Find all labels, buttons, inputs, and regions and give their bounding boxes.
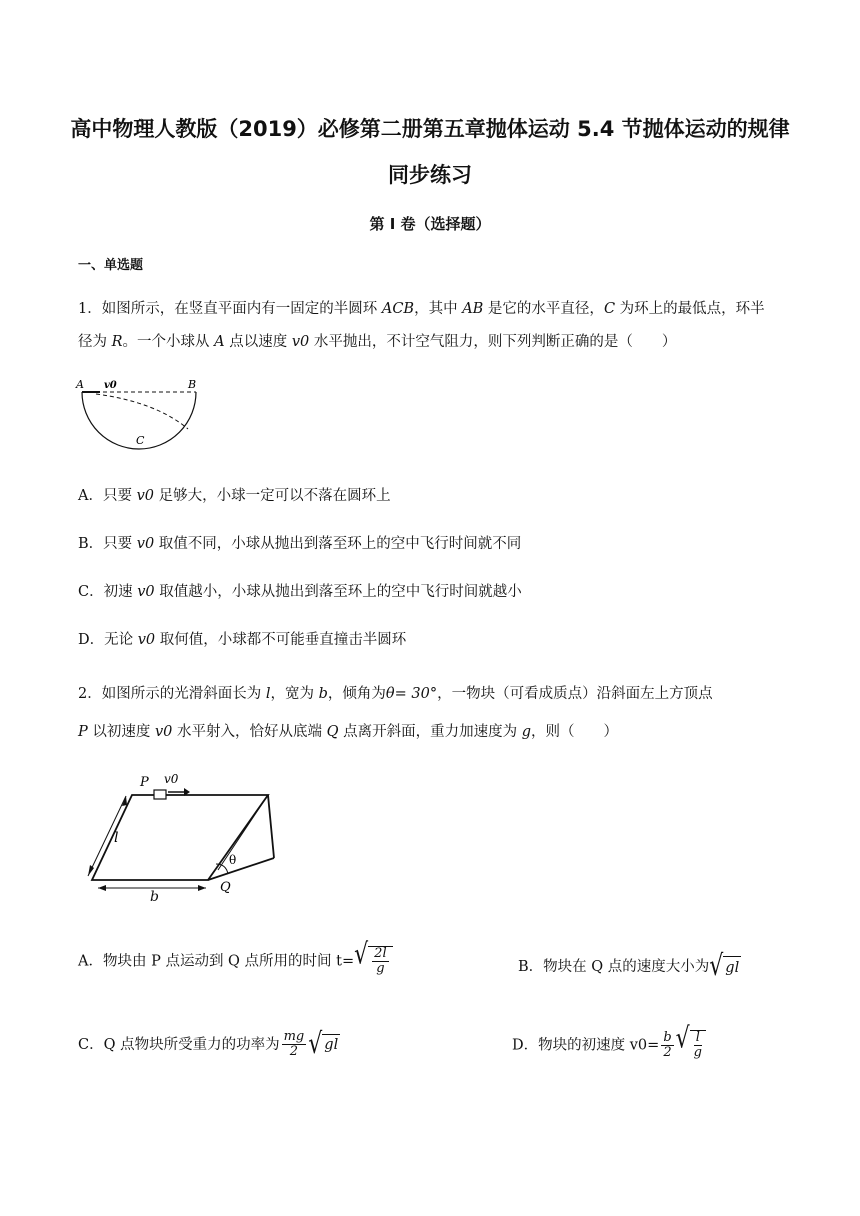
figure-label-p: P (140, 775, 149, 790)
q1-semicircle-figure (76, 372, 206, 462)
figure-label-l: l (114, 830, 119, 846)
q1-option-d: D．无论 v0 取何值，小球都不可能垂直撞击半圆环 (78, 632, 407, 648)
q1-stem-line-1: 1．如图所示，在竖直平面内有一固定的半圆环 ACB，其中 AB 是它的水平直径，C 为环上的最低点，环半 (78, 301, 765, 317)
figure-label-v0: v0 (164, 772, 179, 786)
q2-stem-line-1: 2．如图所示的光滑斜面长为 l，宽为 b，倾角为θ= 30°，一物块（可看成质点）沿斜面左上方顶点 (78, 686, 713, 702)
section-heading: 一、单选题 (78, 258, 144, 273)
q1-option-b: B．只要 v0 取值不同，小球从抛出到落至环上的空中飞行时间就不同 (78, 536, 522, 552)
q2-stem-line-2: P 以初速度 v0 水平射入，恰好从底端 Q 点离开斜面，重力加速度为 g，则（ ） (78, 724, 619, 740)
q1-stem-line-2: 径为 R。一个小球从 A 点以速度 v0 水平抛出，不计空气阻力，则下列判断正确的是（ ） (78, 334, 677, 350)
title-line-2: 同步练习 (388, 163, 472, 187)
title-line-1: 高中物理人教版（2019）必修第二册第五章抛体运动 5.4 节抛体运动的规律 (70, 117, 790, 141)
figure-label-q: Q (220, 880, 231, 895)
figure-label-b: B (188, 378, 197, 391)
q2-option-c: C．Q 点物块所受重力的功率为 $\frac{mg}{2}$ √ gl (78, 1027, 339, 1061)
volume-heading: 第 I 卷（选择题） (369, 215, 491, 233)
q2-option-b: B．物块在 Q 点的速度大小为 √ gl (518, 950, 740, 983)
figure-label-b-bottom: b (150, 889, 159, 905)
figure-label-theta: θ (229, 853, 237, 867)
q2-option-a: A．物块由 P 点运动到 Q 点所用的时间 t= √ $\frac{2l}{g}$ (78, 946, 393, 977)
figure-label-v0: v0 (104, 380, 117, 391)
q1-option-a: A．只要 v0 足够大，小球一定可以不落在圆环上 (78, 488, 391, 504)
q1-option-c: C．初速 v0 取值越小，小球从抛出到落至环上的空中飞行时间就越小 (78, 584, 522, 600)
figure-label-c: C (136, 434, 145, 447)
q2-incline-figure (82, 768, 282, 895)
q2-option-d: D．物块的初速度 v0= $\frac{b}{2}$ √ $\frac{l}{g}$ (512, 1030, 706, 1061)
figure-label-a: A (76, 378, 84, 391)
